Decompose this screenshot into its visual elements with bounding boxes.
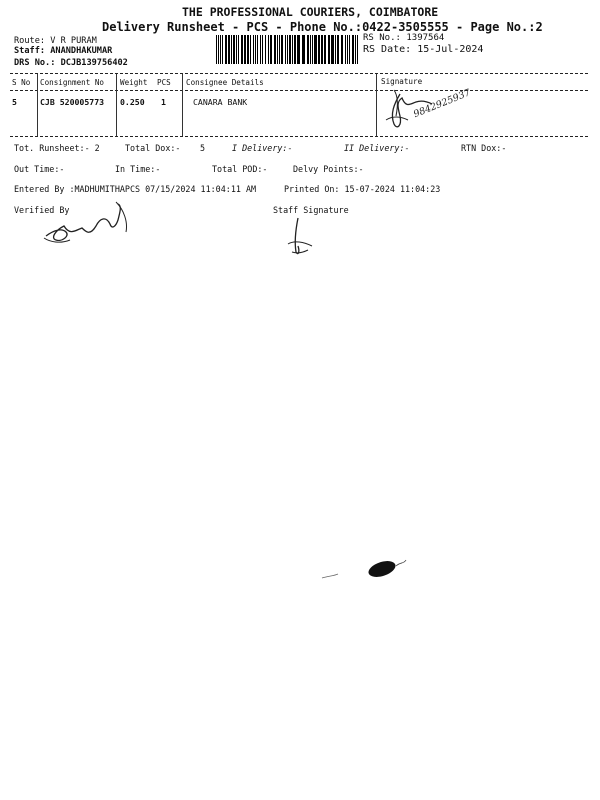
barcode-bar bbox=[294, 35, 296, 64]
row-pcs: 1 bbox=[161, 97, 166, 107]
staff-signature-image bbox=[284, 216, 324, 262]
barcode-bar bbox=[318, 35, 320, 64]
barcode-image bbox=[216, 35, 358, 64]
barcode-bar bbox=[310, 35, 311, 64]
barcode-bar bbox=[347, 35, 348, 64]
header-pcs: PCS bbox=[157, 78, 171, 87]
drs-value: DCJB139756402 bbox=[60, 58, 128, 68]
barcode-bar bbox=[241, 35, 243, 64]
header-consignment-no: Consignment No bbox=[40, 78, 105, 87]
header-sno: S No bbox=[12, 78, 31, 87]
delvy-points: Delvy Points:- bbox=[293, 164, 364, 174]
barcode-bar bbox=[328, 35, 330, 64]
barcode-bar bbox=[262, 35, 263, 64]
column-divider bbox=[37, 74, 38, 136]
barcode-bar bbox=[357, 35, 358, 64]
barcode-bar bbox=[231, 35, 232, 64]
barcode-bar bbox=[287, 35, 288, 64]
column-divider bbox=[182, 74, 183, 136]
company-title: THE PROFESSIONAL COURIERS, COIMBATORE bbox=[182, 5, 439, 19]
barcode-bar bbox=[268, 35, 269, 64]
entered-by: Entered By :MADHUMITHAPCS 07/15/2024 11:04:11 AM bbox=[14, 184, 257, 194]
route-value: V R PURAM bbox=[50, 36, 97, 46]
barcode-bar bbox=[349, 35, 350, 64]
barcode-bar bbox=[345, 35, 346, 64]
barcode-bar bbox=[260, 35, 261, 64]
staff-label: Staff: bbox=[14, 46, 46, 56]
drs-line bbox=[14, 58, 128, 68]
rs-date-label: RS Date: bbox=[363, 44, 412, 55]
barcode-bar bbox=[324, 35, 326, 64]
column-divider bbox=[376, 74, 377, 136]
barcode-bar bbox=[337, 35, 339, 64]
table-header-divider bbox=[10, 90, 588, 91]
barcode-bar bbox=[355, 35, 356, 64]
barcode-bar bbox=[352, 35, 354, 64]
out-time: Out Time:- bbox=[14, 164, 65, 174]
ii-delivery: II Delivery:- bbox=[344, 143, 410, 153]
staff-line bbox=[14, 46, 112, 56]
barcode-bar bbox=[222, 35, 223, 64]
barcode-bar bbox=[216, 35, 217, 64]
barcode-bar bbox=[307, 35, 309, 64]
printed-on: Printed On: 15-07-2024 11:04:23 bbox=[284, 184, 441, 194]
barcode-bar bbox=[285, 35, 286, 64]
barcode-bar bbox=[289, 35, 291, 64]
table-bottom-divider bbox=[10, 136, 588, 137]
barcode-bar bbox=[292, 35, 293, 64]
barcode-bar bbox=[312, 35, 313, 64]
barcode-bar bbox=[281, 35, 283, 64]
barcode-bar bbox=[302, 35, 305, 64]
in-time: In Time:- bbox=[115, 164, 161, 174]
barcode-bar bbox=[236, 35, 237, 64]
barcode-bar bbox=[247, 35, 249, 64]
ink-blot-mark bbox=[320, 556, 410, 584]
header-weight: Weight bbox=[120, 78, 148, 87]
barcode-bar bbox=[274, 35, 276, 64]
barcode-bar bbox=[331, 35, 334, 64]
drs-label: DRS No.: bbox=[14, 58, 56, 68]
handwritten-phone-number: 9842925937 bbox=[412, 87, 473, 121]
column-divider bbox=[116, 74, 117, 136]
rs-date-line bbox=[363, 44, 483, 55]
rs-no-label: RS No.: bbox=[363, 33, 401, 43]
barcode-bar bbox=[270, 35, 272, 64]
total-dox-label: Total Dox:- bbox=[125, 143, 181, 153]
verified-by-label: Verified By bbox=[14, 205, 70, 215]
barcode-bar bbox=[220, 35, 221, 64]
staff-signature-label: Staff Signature bbox=[273, 205, 349, 215]
barcode-bar bbox=[250, 35, 251, 64]
tot-runsheet: Tot. Runsheet:- 2 bbox=[14, 143, 100, 153]
runsheet-subtitle: Delivery Runsheet - PCS - Phone No.:0422-3505555 - Page No.:2 bbox=[102, 20, 543, 34]
row-consignee: CANARA BANK bbox=[193, 97, 248, 107]
rs-date-value: 15-Jul-2024 bbox=[417, 44, 484, 55]
rs-no-value: 1397564 bbox=[406, 33, 445, 43]
row-sno: 5 bbox=[12, 97, 17, 107]
barcode-bar bbox=[265, 35, 266, 64]
table-top-divider bbox=[10, 73, 588, 74]
total-dox-value: 5 bbox=[200, 143, 206, 153]
i-delivery: I Delivery:- bbox=[232, 143, 293, 153]
barcode-bar bbox=[321, 35, 323, 64]
barcode-bar bbox=[238, 35, 239, 64]
route-line bbox=[14, 36, 97, 46]
barcode-bar bbox=[225, 35, 227, 64]
barcode-bar bbox=[314, 35, 317, 64]
row-consignment-no: CJB 520005773 bbox=[40, 97, 105, 107]
rtn-dox: RTN Dox:- bbox=[461, 143, 507, 153]
row-weight: 0.250 bbox=[120, 97, 145, 107]
route-label: Route: bbox=[14, 36, 46, 46]
header-signature: Signature bbox=[381, 77, 423, 86]
barcode-bar bbox=[244, 35, 246, 64]
total-pod: Total POD:- bbox=[212, 164, 268, 174]
barcode-bar bbox=[253, 35, 254, 64]
barcode-bar bbox=[335, 35, 336, 64]
barcode-bar bbox=[257, 35, 258, 64]
barcode-bar bbox=[277, 35, 278, 64]
barcode-bar bbox=[341, 35, 343, 64]
barcode-bar bbox=[233, 35, 235, 64]
staff-value: ANANDHAKUMAR bbox=[50, 46, 113, 56]
verifier-signature-image bbox=[40, 196, 140, 252]
rs-no-line bbox=[363, 33, 444, 43]
header-consignee-details: Consignee Details bbox=[186, 78, 264, 87]
barcode-bar bbox=[218, 35, 219, 64]
barcode-bar bbox=[279, 35, 280, 64]
barcode-bar bbox=[297, 35, 300, 64]
barcode-bar bbox=[228, 35, 230, 64]
barcode-bar bbox=[255, 35, 256, 64]
